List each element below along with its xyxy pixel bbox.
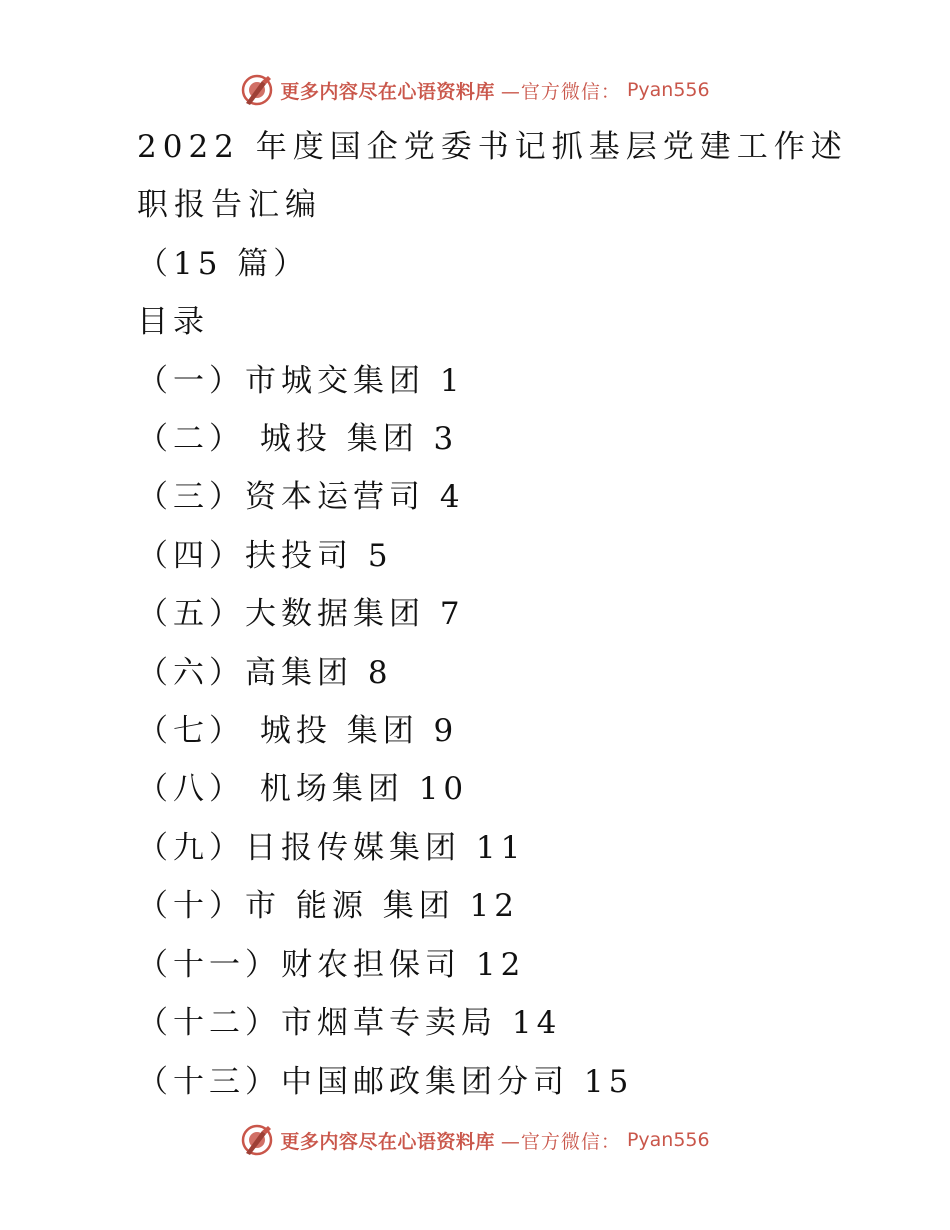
toc-heading: 目录: [137, 304, 209, 341]
toc-item: （十一）财农担保司 12: [137, 946, 526, 983]
toc-item: （六）高集团 8: [137, 654, 393, 691]
header-watermark: [0, 70, 950, 110]
document-title-line-1: 2022 年度国企党委书记抓基层党建工作述: [137, 129, 848, 165]
toc-item: （二） 城投 集团 3: [137, 421, 459, 458]
watermark-separator: —官方微信：: [500, 1130, 621, 1153]
watermark-separator: —官方微信：: [500, 80, 621, 103]
toc-item: （十二）市烟草专卖局 14: [137, 1005, 562, 1042]
document-count: （15 篇）: [137, 245, 310, 282]
toc-item: （三）资本运营司 4: [137, 479, 465, 516]
toc-item: （十三）中国邮政集团分司 15: [137, 1063, 634, 1100]
toc-item: （七） 城投 集团 9: [137, 713, 459, 750]
toc-item: （五）大数据集团 7: [137, 596, 465, 633]
toc-item: （九）日报传媒集团 11: [137, 829, 526, 866]
pen-logo-icon: [240, 1123, 274, 1157]
toc-list: [137, 352, 837, 1111]
pen-logo-icon: [240, 73, 274, 107]
watermark-wechat-id: Pyan556: [626, 1129, 710, 1151]
watermark-wechat-id: Pyan556: [626, 79, 710, 101]
footer-watermark: [0, 1120, 950, 1160]
toc-item: （八） 机场集团 10: [137, 771, 469, 808]
document-title-line-2: 职报告汇编: [137, 187, 322, 224]
toc-item: （一）市城交集团 1: [137, 362, 465, 399]
toc-item: （四）扶投司 5: [137, 537, 393, 574]
watermark-text: 更多内容尽在心语资料库: [280, 80, 495, 103]
watermark-text: 更多内容尽在心语资料库: [280, 1130, 495, 1153]
toc-item: （十）市 能源 集团 12: [137, 888, 520, 925]
document-body: [137, 118, 848, 1111]
